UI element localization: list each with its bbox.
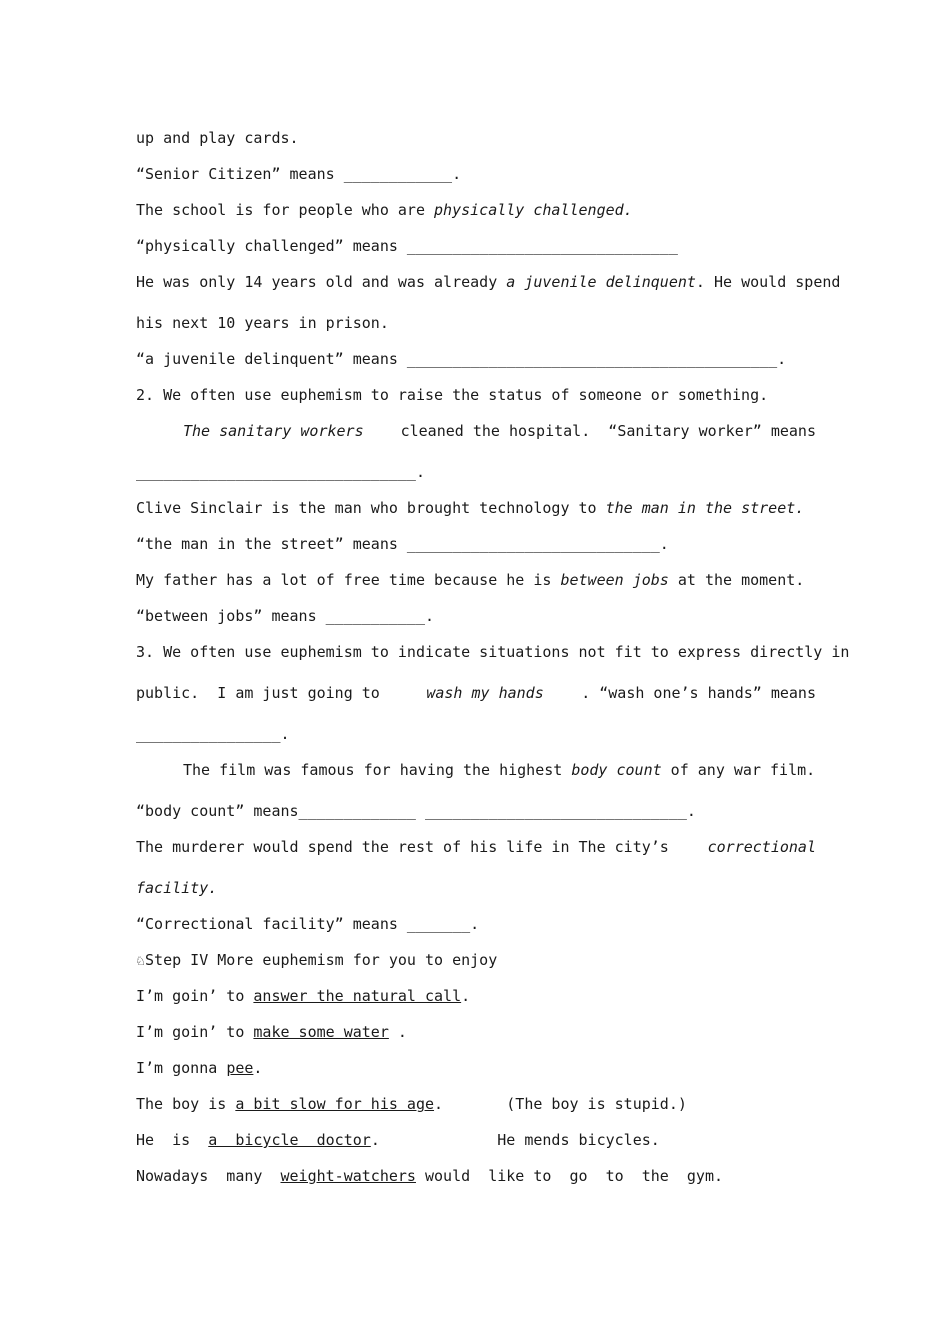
line-text: “a juvenile delinquent” means _________________________________________. [136,350,787,368]
line-text: ♘Step IV More euphemism for you to enjoy [136,951,498,969]
line-text: . (The boy is stupid.) [434,1095,687,1113]
line-text: The film was famous for having the highest [183,761,572,779]
line-text: He was only 14 years old and was already [136,273,507,291]
text-line [136,570,816,590]
example-line [136,986,816,1006]
line-text: 2. We often use euphemism to raise the status of someone or something. [136,386,769,404]
text-line [183,760,816,780]
line-text: I’m goin’ to [136,987,254,1005]
italic-term: the man in the street. [605,499,805,517]
example-line [136,1166,816,1186]
text-line [136,272,841,292]
italic-term: a juvenile delinquent [506,273,696,291]
line-text: Nowadays many [136,1167,281,1185]
line-text: of any war film. [661,761,816,779]
text-line [136,200,816,220]
line-text: “body count” means_____________ _____________________________. [136,802,696,820]
underlined-term: a bit slow for his age [235,1095,435,1113]
italic-term: facility. [136,879,218,897]
underlined-term: a bicycle doctor [208,1131,371,1149]
line-text: “Senior Citizen” means ____________. [136,165,462,183]
italic-term: wash my hands [426,684,544,702]
line-text: ________________. [136,725,290,743]
section-heading [136,642,850,662]
example-line [136,1130,816,1150]
example-line [136,1094,816,1114]
line-text: . He mends bicycles. [370,1131,660,1149]
question-line [136,164,816,184]
line-text: at the moment. [668,571,805,589]
text-line [136,128,816,148]
line-text: . [461,987,471,1005]
line-text: Clive Sinclair is the man who brought technology to [136,499,606,517]
underlined-term: make some water [253,1023,389,1041]
line-text: He is [136,1131,209,1149]
example-line [136,1022,816,1042]
line-text: up and play cards. [136,129,299,147]
question-line [136,236,816,256]
text-line [136,313,816,333]
question-line [136,534,816,554]
italic-term: physically challenged. [434,201,633,219]
answer-blank [136,724,816,744]
question-line [136,801,816,821]
line-text: “the man in the street” means ____________________________. [136,535,669,553]
line-text: “Correctional facility” means _______. [136,915,480,933]
italic-term: The sanitary workers [183,422,364,440]
line-text: . [253,1059,263,1077]
text-line [136,837,816,857]
line-text: My father has a lot of free time because he is [136,571,561,589]
line-text: I’m goin’ to [136,1023,254,1041]
step-heading [136,950,816,970]
line-text: The boy is [136,1095,236,1113]
italic-term: correctional [707,838,816,856]
line-text: his next 10 years in prison. [136,314,389,332]
line-text: I’m gonna [136,1059,227,1077]
line-text: The school is for people who are [136,201,435,219]
line-text: . He would spend [695,273,841,291]
question-line [136,349,816,369]
underlined-term: pee [226,1059,254,1077]
line-text: cleaned the hospital. “Sanitary worker” means [391,422,816,440]
line-text: . [388,1023,407,1041]
section-heading [136,385,816,405]
line-text: public. I am just going to [136,684,389,702]
text-line [136,878,816,898]
underlined-term: answer the natural call [253,987,462,1005]
question-line [136,914,816,934]
line-text: The murderer would spend the rest of his life in The city’s [136,838,678,856]
underlined-term: weight-watchers [280,1167,416,1185]
text-line [136,498,816,518]
italic-term: between jobs [560,571,669,589]
line-text: would like to go to the gym. [415,1167,724,1185]
answer-blank [136,462,816,482]
example-line [136,1058,816,1078]
line-text: _______________________________. [136,463,425,481]
text-line [136,683,816,703]
line-text: . “wash one’s hands” means [581,684,816,702]
italic-term: body count [571,761,662,779]
line-text: “physically challenged” means ______________________________ [136,237,678,255]
question-line [136,606,816,626]
text-line [183,421,816,441]
line-text: “between jobs” means ___________. [136,607,435,625]
line-text: 3. We often use euphemism to indicate situations not fit to express directly in [136,643,850,661]
